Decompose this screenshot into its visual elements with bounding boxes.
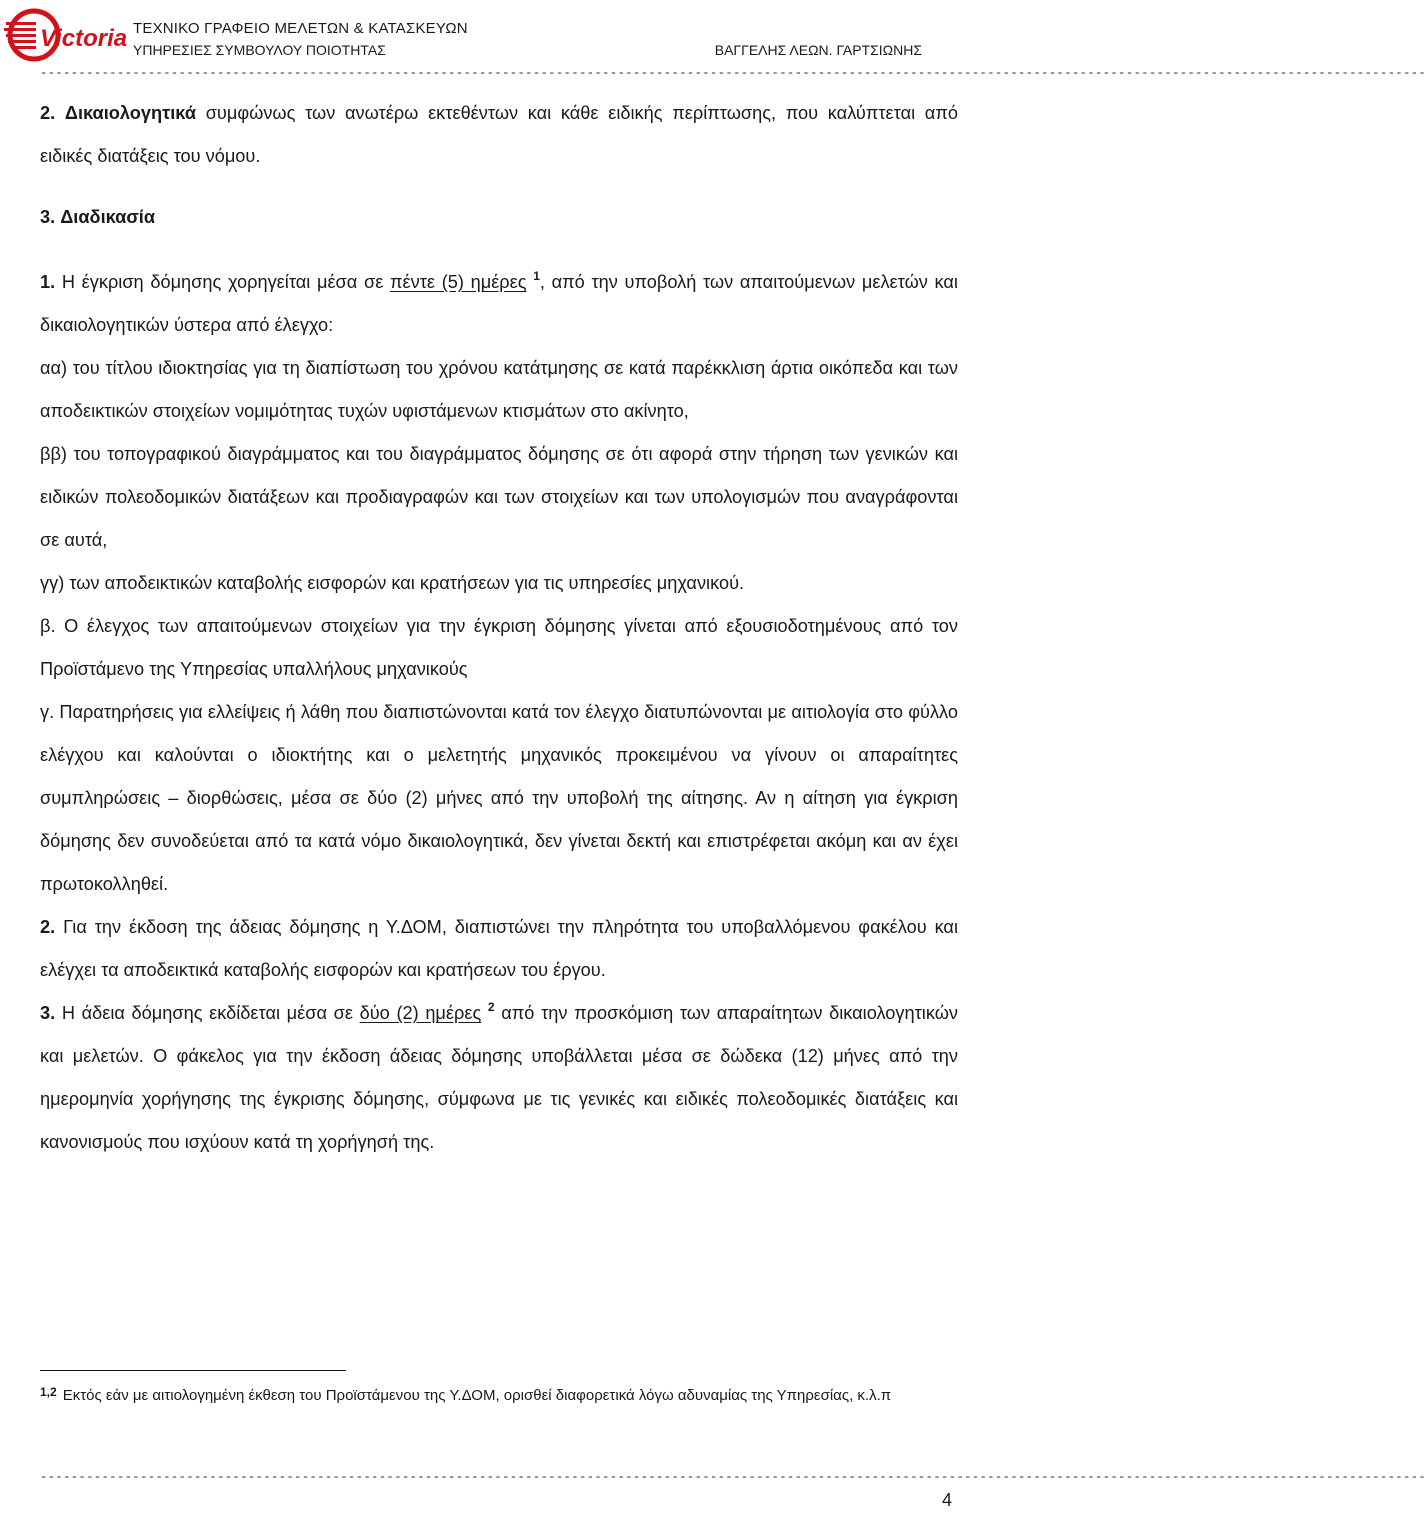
item-3-text-a: Η άδεια δόμησης εκδίδεται μέσα σε	[55, 1003, 360, 1023]
item-1-text-a: Η έγκριση δόμησης χορηγείται μέσα σε	[55, 272, 390, 292]
company-line: ΤΕΧΝΙΚΟ ΓΡΑΦΕΙΟ ΜΕΛΕΤΩΝ & ΚΑΤΑΣΚΕΥΩΝ	[133, 20, 468, 37]
page-number: 4	[941, 1490, 952, 1510]
section-3-title: Διαδικασία	[60, 207, 156, 227]
item-2	[40, 906, 958, 992]
services-line: ΥΠΗΡΕΣΙΕΣ ΣΥΜΒΟΥΛΟΥ ΠΟΙΟΤΗΤΑΣ	[133, 42, 386, 58]
item-1-text-b: , από την υποβολή των απαιτούμενων μελετών και δικαιολογητικών ύστερα από έλεγχο:	[40, 272, 958, 335]
header-divider: ------------------------------------------------------------------------------------------------------------------------------------------------------------------------------------	[40, 66, 1426, 80]
paragraph-beta: β. Ο έλεγχος των απαιτούμενων στοιχείων για την έγκριση δόμησης γίνεται από εξουσιοδοτημένους από τον Προϊστάμενο της Υπηρεσίας υπαλλήλους μηχανικούς	[40, 616, 958, 679]
item-1	[40, 261, 958, 347]
section-2	[40, 92, 958, 178]
footnote-ref-1: 1	[533, 269, 540, 283]
sub-item-aa: αα) του τίτλου ιδιοκτησίας για τη διαπίστωση του χρόνου κατάτμησης σε κατά παρέκκλιση άρτια οικόπεδα και των αποδεικτικών στοιχείων νομιμότητας τυχών υφιστάμενων κτισμάτων στο ακίνητο,	[40, 358, 958, 421]
item-1-num: 1.	[40, 272, 56, 292]
section-3-heading	[40, 196, 958, 239]
document-body	[40, 92, 958, 1164]
item-2-text: Για την έκδοση της άδειας δόμησης η Υ.ΔΟΜ, διαπιστώνει την πληρότητα του υποβαλλόμενου φακέλου και ελέγχει τα αποδεικτικά καταβολής εισφορών και κρατήσεων του έργου.	[40, 917, 958, 980]
item-3	[40, 992, 958, 1164]
author-name: ΒΑΓΓΕΛΗΣ ΛΕΩΝ. ΓΑΡΤΣΙΩΝΗΣ	[714, 42, 922, 58]
paragraph-gamma: γ. Παρατηρήσεις για ελλείψεις ή λάθη που διαπιστώνονται κατά τον έλεγχο διατυπώνονται με αιτιολογία στο φύλλο ελέγχου και καλούνται ο ιδιοκτήτης και ο μελετητής μηχανικός προκειμένου να γίνουν οι απαραίτητες συμπληρώσεις – διορθώσεις, μέσα σε δύο (2) μήνες από την υποβολή της αίτησης. Αν η αίτηση για έγκριση δόμησης δεν συνοδεύεται από τα κατά νόμο δικαιολογητικά, δεν γίνεται δεκτή και επιστρέφεται ακόμη και αν έχει πρωτοκολληθεί.	[40, 702, 958, 894]
sub-item-gg: γγ) των αποδεικτικών καταβολής εισφορών και κρατήσεων για τις υπηρεσίες μηχανικού.	[40, 573, 745, 593]
section-3-num: 3.	[40, 207, 56, 227]
footnote-mark: 1,2	[40, 1385, 57, 1399]
footnote	[40, 1383, 940, 1409]
logo-text: Victoria	[40, 25, 128, 52]
section-2-text: συμφώνως των ανωτέρω εκτεθέντων και κάθε ειδικής περίπτωσης, που καλύπτεται από ειδικές διατάξεις του νόμου.	[40, 103, 958, 166]
item-3-text-b: από την προσκόμιση των απαραίτητων δικαιολογητικών και μελετών. Ο φάκελος για την έκδοση άδειας δόμησης υποβάλλεται μέσα σε δώδεκα (12) μήνες από την ημερομηνία χορήγησης της έγκρισης δόμησης, σύμφωνα με τις γενικές και ειδικές πολεοδομικές διατάξεις και κανονισμούς που ισχύουν κατά τη χορήγησή της.	[40, 1003, 958, 1152]
footnote-separator	[40, 1370, 346, 1371]
section-2-title: Δικαιολογητικά	[64, 103, 196, 123]
footnote-ref-2: 2	[487, 1000, 495, 1014]
item-1-deadline: πέντε (5) ημέρες	[389, 272, 527, 292]
footer-divider: ------------------------------------------------------------------------------------------------------------------------------------------------------------------------------------	[40, 1470, 1426, 1484]
footnote-text: Εκτός εάν με αιτιολογημένη έκθεση του Προϊστάμενου της Υ.ΔΟΜ, ορισθεί διαφορετικά λόγω αδυναμίας της Υπηρεσίας, κ.λ.π	[62, 1387, 892, 1404]
section-2-num: 2.	[40, 103, 56, 123]
page-header	[0, 0, 1426, 80]
item-3-deadline: δύο (2) ημέρες	[359, 1003, 482, 1023]
item-2-num: 2.	[40, 917, 56, 937]
item-3-num: 3.	[40, 1003, 56, 1023]
victoria-logo	[4, 8, 130, 66]
sub-item-bb: ββ) του τοπογραφικού διαγράμματος και του διαγράμματος δόμησης σε ότι αφορά στην τήρηση των γενικών και ειδικών πολεοδομικών διατάξεων και προδιαγραφών και των στοιχείων και των υπολογισμών που αναγράφονται σε αυτά,	[40, 444, 958, 550]
